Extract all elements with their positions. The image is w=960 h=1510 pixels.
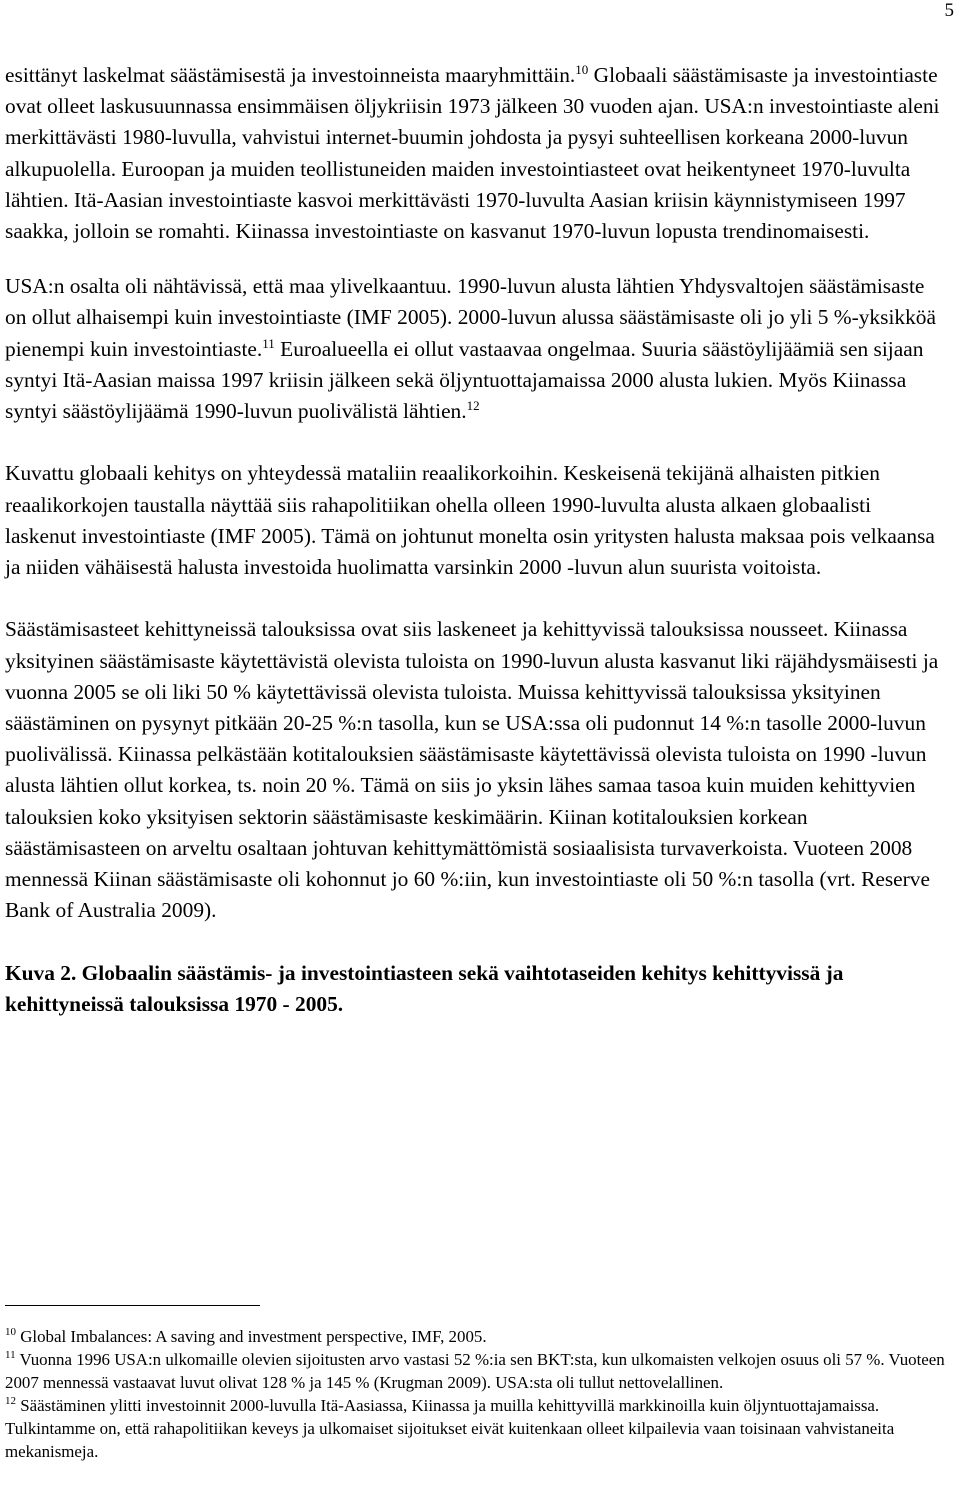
paragraph-1-text-b: Globaali säästämisaste ja investointiaste ovat olleet laskusuunnassa ensimmäisen öljykriisin 1973 jälkeen 30 vuoden ajan. USA:n investointiaste aleni merkittävästi 1980-luvulla, vahvistui internet-buumin johdosta ja pysyi suhteellisen korkeana 2000-luvun alkupuolella. Euroopan ja muiden teollistuneiden maiden investointiasteet ovat heikentyneet 1970-luvulta lähtien. Itä-Aasian investointiaste kasvoi merkittävästi 1970-luvulta Aasian kriisin käynnistymiseen 1997 saakka, jolloin se romahti. Kiinassa investointiaste on kasvanut 1970-luvun lopusta trendinomaisesti. [5,63,940,244]
footnote-ref-12[interactable]: 12 [466,398,480,414]
footnote-number-11: 11 [5,1348,16,1361]
footnote-ref-10[interactable]: 10 [575,62,589,77]
paragraph-1 [5,60,947,247]
figure-caption: Kuva 2. Globaalin säästämis- ja investointiasteen sekä vaihtotaseiden kehitys kehittyvissä ja kehittyneissä talouksissa 1970 - 2005. [5,960,844,1016]
footnotes [5,1326,950,1463]
body-text [5,60,947,1020]
paragraph-4-text: Säästämisasteet kehittyneissä talouksissa ovat siis laskeneet ja kehittyvissä talouksissa nousseet. Kiinassa yksityinen säästämisaste käytettävistä olevista tuloista on 1990-luvun alusta kasvanut liki räjähdysmäisesti ja vuonna 2005 se oli liki 50 % käytettävissä olevista tuloista. Muissa kehittyvissä talouksissa yksityinen säästäminen on pysynyt pitkään 20-25 %:n tasolla, kun se USA:ssa oli pudonnut 14 %:n tasolle 2000-luvun puolivälissä. Kiinassa pelkästään kotitalouksien säästämisaste käytettävissä olevista tuloista on 1990 -luvun alusta lähtien ollut korkea, ts. noin 20 %. Tämä on siis jo yksin lähes samaa tasoa kuin muiden kehittyvien talouksien koko yksityisen sektorin säästämisaste keskimäärin. Kiinan kotitalouksien korkean säästämisasteen on arveltu osaltaan johtuvan kehittymättömistä sosiaalisista turvaverkoista. Vuoteen 2008 mennessä Kiinan säästämisaste oli kohonnut jo 60 %:iin, kun investointiaste oli 50 %:n tasolla (vrt. Reserve Bank of Australia 2009). [5,617,939,923]
footnote-11 [5,1349,950,1395]
footnote-divider [5,1305,260,1306]
footnote-text-11: Vuonna 1996 USA:n ulkomaille olevien sijoitusten arvo vastasi 52 %:ia sen BKT:sta, kun ulkomaisten velkojen osuus oli 57 %. Vuoteen 2007 mennessä vastaavat luvut olivat 128 % ja 145 % (Krugman 2009). USA:sta oli tullut nettovelallinen. [5,1349,945,1392]
paragraph-1-text-a: esittänyt laskelmat säästämisestä ja investoinneista maaryhmittäin. [5,63,576,87]
page-number: 5 [944,0,954,21]
footnote-ref-11[interactable]: 11 [262,335,275,351]
paragraph-2-text-b: Euroalueella ei ollut vastaavaa ongelmaa. Suuria säästöylijäämiä sen sijaan syntyi Itä-Aasian maissa 1997 kriisin jälkeen sekä öljyntuottajamaissa 2000 alusta lukien. Myös Kiinassa syntyi säästöylijäämä 1990-luvun puolivälistä lähtien. [5,336,924,424]
paragraph-3-text: Kuvattu globaali kehitys on yhteydessä mataliin reaalikorkoihin. Keskeisenä tekijänä alhaisten pitkien reaalikorkojen taustalla näyttää siis rahapolitiikan ohella olleen 1990-luvulta alusta alkaen globaalisti laskenut investointiaste (IMF 2005). Tämä on johtunut monelta osin yritysten halusta maksaa pois velkaansa ja niiden vähäisestä halusta investoida huolimatta varsinkin 2000 -luvun alun suurista voitoista. [5,461,935,580]
footnote-10 [5,1326,950,1349]
paragraph-2-text-a: USA:n osalta oli nähtävissä, että maa ylivelkaantuu. 1990-luvun alusta lähtien Yhdysvaltojen säästämisaste on ollut alhaisempi kuin investointiaste (IMF 2005). 2000-luvun alussa säästämisaste oli jo yli 5 %-yksikköä pienempi kuin investointiaste. [5,274,936,361]
paragraph-2 [5,271,947,427]
footnote-text-12: Säästäminen ylitti investoinnit 2000-luvulla Itä-Aasiassa, Kiinassa ja muilla kehittyvillä markkinoilla kuin öljyntuottajamaissa. Tulkintamme on, että rahapolitiikan keveys ja ulkomaiset sijoitukset eivät kuitenkaan olleet kilpailevia vaan toisinaan vahvistaneita mekanismeja. [5,1395,895,1461]
footnote-number-10: 10 [5,1326,16,1338]
paragraph-4 [5,614,947,926]
footnote-number-12: 12 [5,1394,16,1407]
footnote-text-10: Global Imbalances: A saving and investment perspective, IMF, 2005. [16,1327,487,1346]
footnote-12 [5,1395,950,1464]
paragraph-3 [5,458,947,583]
